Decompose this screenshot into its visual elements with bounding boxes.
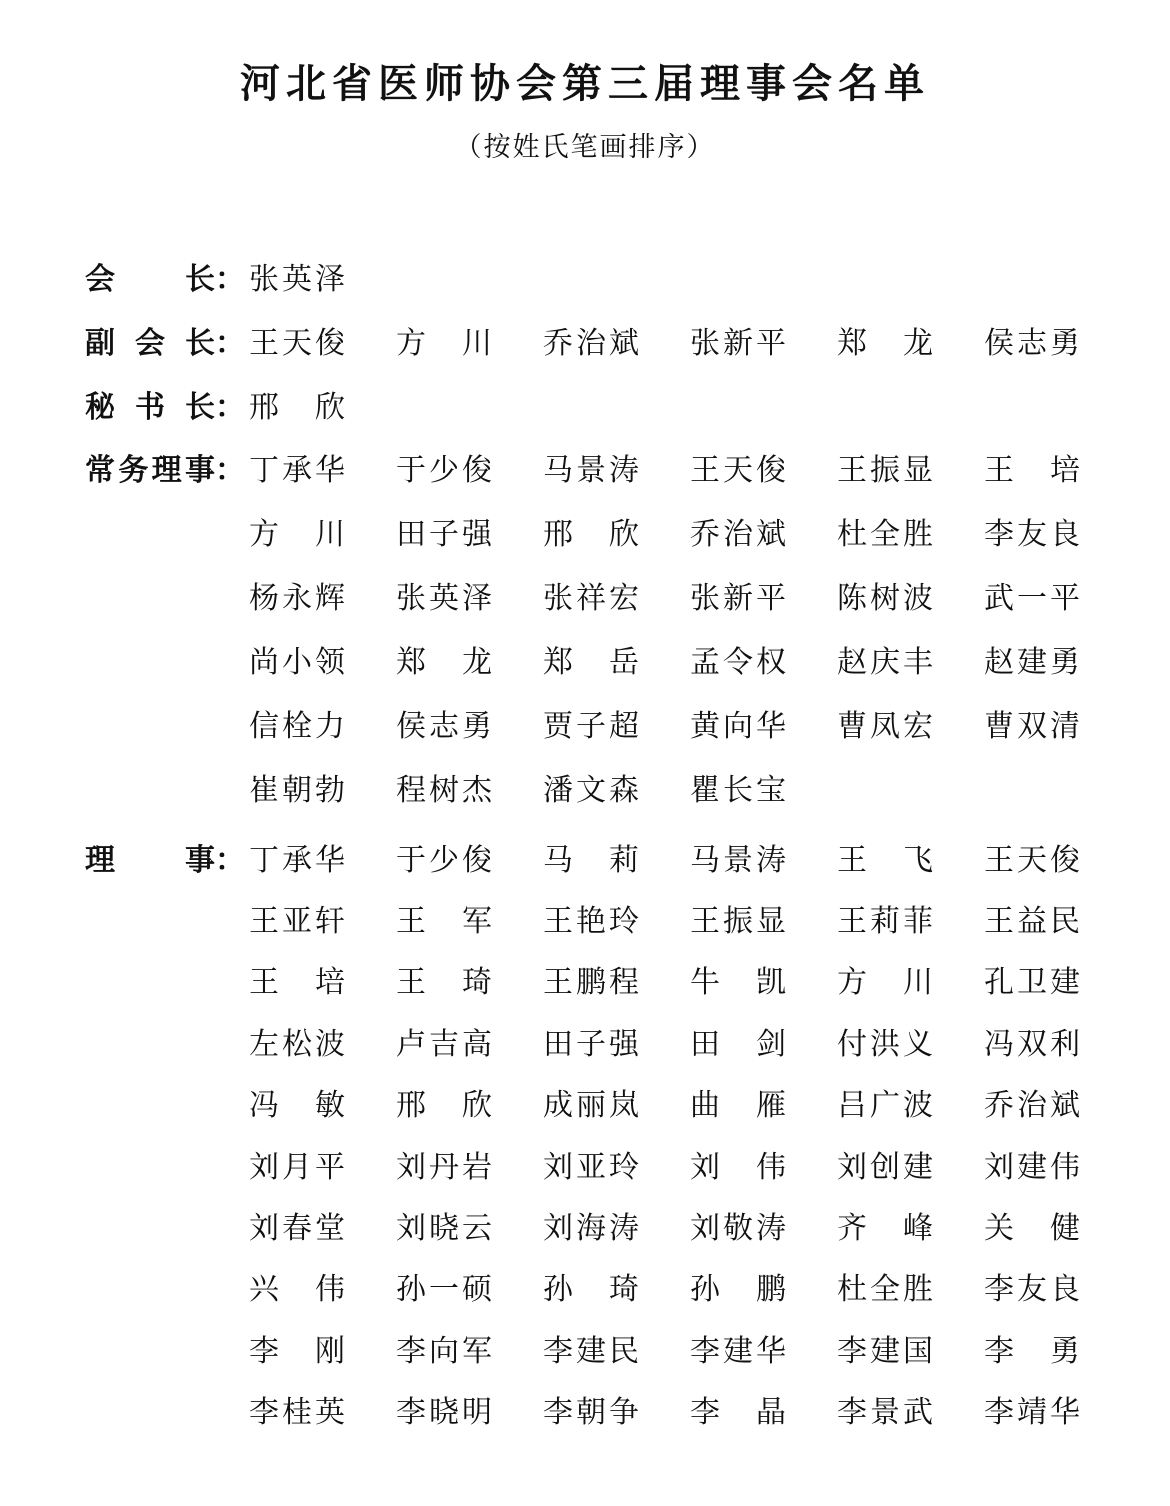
- member-name: 郑 岳: [543, 645, 639, 680]
- member-name: 张 英 泽: [396, 581, 492, 616]
- member-name: 刘 丹 岩: [396, 1149, 492, 1185]
- roster-row: [0, 308, 1170, 372]
- member-name: 曲 雁: [690, 1088, 786, 1124]
- member-name: 王 鹏 程: [543, 965, 639, 1001]
- member-name: 王 振 显: [837, 453, 933, 488]
- member-name: 乔 治 斌: [543, 326, 639, 361]
- roster-row: [0, 887, 1170, 948]
- member-name: 王 艳 玲: [543, 904, 639, 940]
- section-label-colon: ：: [215, 453, 245, 488]
- member-name: 崔 朝 勃: [249, 773, 345, 808]
- roster-row: [0, 499, 1170, 563]
- section-label: 常 务 理 事: [85, 453, 215, 488]
- member-name: 程 树 杰: [396, 773, 492, 808]
- member-name: 付 洪 义: [837, 1026, 933, 1062]
- member-name: 孙 琦: [543, 1272, 639, 1308]
- member-name: 王 培: [249, 965, 345, 1001]
- member-name: 刘 创 建: [837, 1149, 933, 1185]
- section-secretary-general: [0, 372, 1170, 436]
- roster-row: [0, 1133, 1170, 1194]
- member-name: 贾 子 超: [543, 709, 639, 744]
- document-subtitle: （按姓氏笔画排序）: [454, 132, 716, 163]
- member-name: 孔 卫 建: [984, 965, 1080, 1001]
- member-name: 方 川: [249, 517, 345, 552]
- member-name: 赵 建 勇: [984, 645, 1080, 680]
- member-name: 于 少 俊: [396, 842, 492, 878]
- member-name: 方 川: [396, 326, 492, 361]
- member-name: 侯 志 勇: [396, 709, 492, 744]
- member-name: 张 英 泽: [249, 262, 345, 297]
- member-name: 李 建 民: [543, 1333, 639, 1369]
- member-name: 杜 全 胜: [837, 1272, 933, 1308]
- section-label: 秘 书 长: [85, 390, 215, 425]
- member-name: 兴 伟: [249, 1272, 345, 1308]
- member-name: 李 晶: [690, 1395, 786, 1431]
- member-name: 赵 庆 丰: [837, 645, 933, 680]
- member-name: 王 天 俊: [690, 453, 786, 488]
- member-name: 郑 龙: [396, 645, 492, 680]
- member-name: 王 军: [396, 904, 492, 940]
- member-name: 吕 广 波: [837, 1088, 933, 1124]
- member-name: 瞿 长 宝: [690, 773, 786, 808]
- roster-row: [0, 755, 1170, 819]
- member-name: 李 建 华: [690, 1333, 786, 1369]
- member-name: 郑 龙: [837, 326, 933, 361]
- member-name: 卢 吉 高: [396, 1026, 492, 1062]
- roster-row: [0, 1072, 1170, 1133]
- member-name: 冯 双 利: [984, 1026, 1080, 1062]
- roster-row: [0, 1379, 1170, 1440]
- member-name: 田 子 强: [543, 1026, 639, 1062]
- member-name: 李 刚: [249, 1333, 345, 1369]
- member-name: 武 一 平: [984, 581, 1080, 616]
- member-name: 齐 峰: [837, 1211, 933, 1247]
- member-name: 丁 承 华: [249, 453, 345, 488]
- member-name: 李 桂 英: [249, 1395, 345, 1431]
- member-name: 李 向 军: [396, 1333, 492, 1369]
- member-name: 田 子 强: [396, 517, 492, 552]
- section-label: 理 事: [85, 842, 215, 878]
- member-name: 李 靖 华: [984, 1395, 1080, 1431]
- member-name: 王 天 俊: [249, 326, 345, 361]
- roster-row: [0, 1317, 1170, 1378]
- member-name: 侯 志 勇: [984, 326, 1080, 361]
- roster-row: [0, 1256, 1170, 1317]
- section-label-colon: ：: [215, 842, 245, 878]
- member-name: 刘 亚 玲: [543, 1149, 639, 1185]
- section-label: 会 长: [85, 262, 215, 297]
- member-name: 陈 树 波: [837, 581, 933, 616]
- member-name: 杜 全 胜: [837, 517, 933, 552]
- member-name: 刘 建 伟: [984, 1149, 1080, 1185]
- member-name: 刘 晓 云: [396, 1211, 492, 1247]
- member-name: 冯 敏: [249, 1088, 345, 1124]
- member-name: 信 栓 力: [249, 709, 345, 744]
- member-name: 马 景 涛: [543, 453, 639, 488]
- member-name: 邢 欣: [396, 1088, 492, 1124]
- member-name: 王 振 显: [690, 904, 786, 940]
- member-name: 丁 承 华: [249, 842, 345, 878]
- member-name: 邢 欣: [543, 517, 639, 552]
- member-name: 曹 凤 宏: [837, 709, 933, 744]
- roster-row: [0, 1194, 1170, 1255]
- roster-row: [0, 949, 1170, 1010]
- member-name: 王 培: [984, 453, 1080, 488]
- roster-row: [0, 372, 1170, 436]
- section-directors: [0, 826, 1170, 1440]
- member-name: 李 勇: [984, 1333, 1080, 1369]
- member-name: 成 丽 岚: [543, 1088, 639, 1124]
- member-name: 李 景 武: [837, 1395, 933, 1431]
- member-name: 李 朝 争: [543, 1395, 639, 1431]
- member-name: 李 晓 明: [396, 1395, 492, 1431]
- roster-row: [0, 691, 1170, 755]
- member-name: 李 建 国: [837, 1333, 933, 1369]
- member-name: 刘 敬 涛: [690, 1211, 786, 1247]
- section-label-colon: ：: [215, 390, 245, 425]
- section-label-colon: ：: [215, 262, 245, 297]
- member-name: 张 新 平: [690, 581, 786, 616]
- member-name: 王 飞: [837, 842, 933, 878]
- member-name: 马 莉: [543, 842, 639, 878]
- roster-row: [0, 244, 1170, 308]
- member-name: 牛 凯: [690, 965, 786, 1001]
- member-name: 孙 一 硕: [396, 1272, 492, 1308]
- member-name: 刘 伟: [690, 1149, 786, 1185]
- roster-row: [0, 435, 1170, 499]
- member-name: 刘 海 涛: [543, 1211, 639, 1247]
- member-name: 王 益 民: [984, 904, 1080, 940]
- member-name: 王 亚 轩: [249, 904, 345, 940]
- member-name: 方 川: [837, 965, 933, 1001]
- member-name: 关 健: [984, 1211, 1080, 1247]
- member-name: 杨 永 辉: [249, 581, 345, 616]
- member-name: 王 琦: [396, 965, 492, 1001]
- member-name: 王 天 俊: [984, 842, 1080, 878]
- section-label-colon: ：: [215, 326, 245, 361]
- member-name: 刘 月 平: [249, 1149, 345, 1185]
- member-name: 孙 鹏: [690, 1272, 786, 1308]
- roster-row: [0, 563, 1170, 627]
- member-name: 李 友 良: [984, 517, 1080, 552]
- member-name: 曹 双 清: [984, 709, 1080, 744]
- document-title: 河北省医师协会第三届理事会名单: [240, 60, 930, 107]
- member-name: 张 新 平: [690, 326, 786, 361]
- member-name: 乔 治 斌: [690, 517, 786, 552]
- member-name: 王 莉 菲: [837, 904, 933, 940]
- roster-row: [0, 1010, 1170, 1071]
- member-name: 刘 春 堂: [249, 1211, 345, 1247]
- member-name: 黄 向 华: [690, 709, 786, 744]
- member-name: 张 祥 宏: [543, 581, 639, 616]
- member-name: 马 景 涛: [690, 842, 786, 878]
- section-standing-directors: [0, 435, 1170, 819]
- member-name: 李 友 良: [984, 1272, 1080, 1308]
- member-name: 潘 文 森: [543, 773, 639, 808]
- section-president: [0, 244, 1170, 308]
- member-name: 孟 令 权: [690, 645, 786, 680]
- member-name: 邢 欣: [249, 390, 345, 425]
- section-vice-president: [0, 308, 1170, 372]
- member-name: 乔 治 斌: [984, 1088, 1080, 1124]
- member-name: 左 松 波: [249, 1026, 345, 1062]
- member-name: 于 少 俊: [396, 453, 492, 488]
- member-name: 尚 小 领: [249, 645, 345, 680]
- roster-row: [0, 627, 1170, 691]
- roster-row: [0, 826, 1170, 887]
- section-label: 副 会 长: [85, 326, 215, 361]
- member-name: 田 剑: [690, 1026, 786, 1062]
